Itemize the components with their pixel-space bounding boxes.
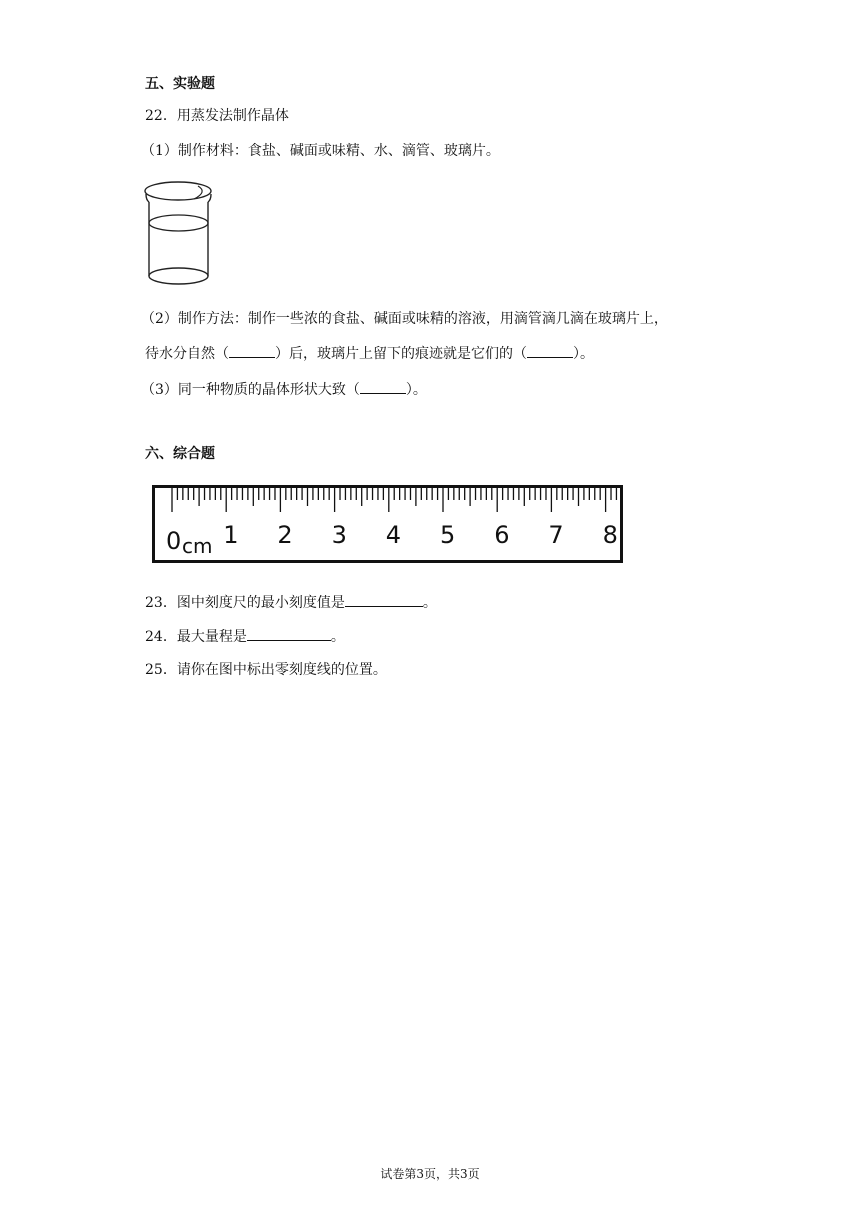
text-fragment: ）后，玻璃片上留下的痕迹就是它们的（ <box>275 346 527 362</box>
question-24 <box>145 626 345 647</box>
ruler-unit-label: cm <box>182 534 213 558</box>
ruler-label-5: 5 <box>440 521 456 549</box>
ruler-label-3: 3 <box>331 521 347 549</box>
text-fragment: ）。 <box>573 346 594 362</box>
question-25: 25．请你在图中标出零刻度线的位置。 <box>145 662 387 678</box>
question-22-item-1: （1）制作材料：食盐、碱面或味精、水、滴管、玻璃片。 <box>141 143 500 159</box>
answer-blank-2[interactable] <box>527 343 573 358</box>
text-fragment: （3）同一种物质的晶体形状大致（ <box>141 382 360 398</box>
question-22-item-2-line-1: （2）制作方法：制作一些浓的食盐、碱面或味精的溶液，用滴管滴几滴在玻璃片上， <box>141 311 668 327</box>
ruler-label-1: 1 <box>223 521 239 549</box>
ruler-label-7: 7 <box>548 521 564 549</box>
ruler-label-8: 8 <box>602 521 618 549</box>
ruler-label-6: 6 <box>494 521 510 549</box>
text-fragment: 。 <box>422 595 437 611</box>
ruler-illustration[interactable] <box>152 485 626 565</box>
question-22-title: 22．用蒸发法制作晶体 <box>145 108 289 124</box>
beaker-illustration <box>142 178 218 290</box>
section-6-title: 六、综合题 <box>145 446 215 462</box>
section-5-title: 五、实验题 <box>145 76 215 92</box>
answer-blank-5[interactable] <box>247 626 331 641</box>
answer-blank-1[interactable] <box>229 343 275 358</box>
question-23 <box>145 592 437 613</box>
ruler-label-0: 0 <box>166 527 182 555</box>
answer-blank-3[interactable] <box>360 379 406 394</box>
question-22-item-2-line-2 <box>145 343 594 364</box>
text-fragment: 。 <box>330 629 345 645</box>
text-fragment: 23．图中刻度尺的最小刻度值是 <box>145 595 345 611</box>
question-22-item-3 <box>141 379 427 400</box>
answer-blank-4[interactable] <box>345 592 423 607</box>
page-footer: 试卷第3页，共3页 <box>380 1167 480 1181</box>
text-fragment: 待水分自然（ <box>145 346 229 362</box>
text-fragment: ）。 <box>405 382 427 398</box>
text-fragment: 24．最大量程是 <box>145 629 247 645</box>
ruler-label-4: 4 <box>385 521 402 549</box>
ruler-label-2: 2 <box>277 521 293 549</box>
